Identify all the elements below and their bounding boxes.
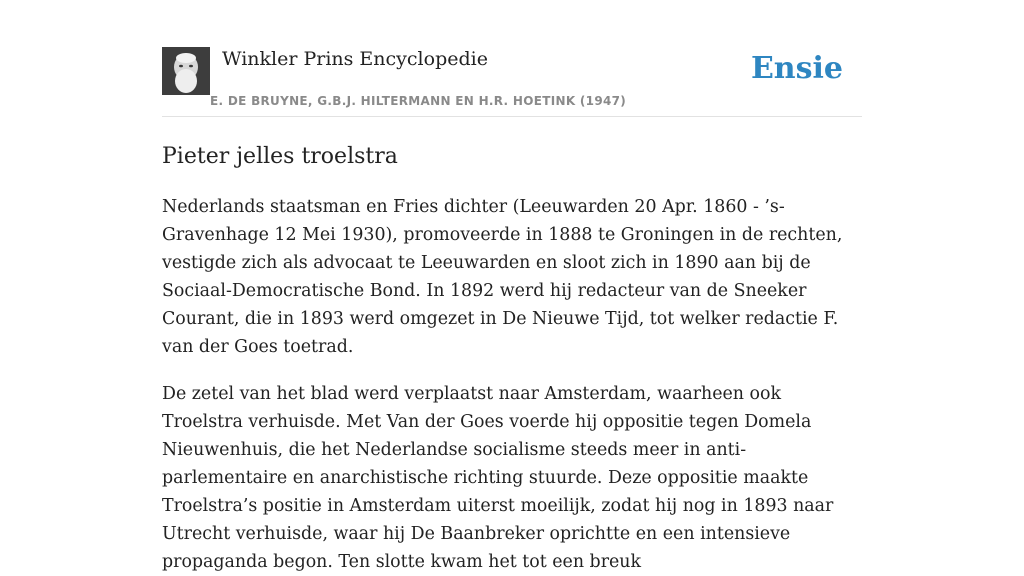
portrait-image bbox=[162, 47, 210, 95]
avatar[interactable] bbox=[162, 47, 210, 95]
article-title: Pieter jelles troelstra bbox=[162, 144, 398, 169]
site-title[interactable]: Winkler Prins Encyclopedie bbox=[222, 48, 488, 70]
site-header bbox=[162, 0, 862, 117]
article-paragraph: Nederlands staatsman en Fries dichter (Leeuwarden 20 Apr. 1860 - ’s-Gravenhage 12 Mei 1930), promoveerde in 1888 te Groningen in de rechten, vestigde zich als advocaat te Leeuwarden en sloot zich in 1890 aan bij de Sociaal-Democratische Bond. In 1892 werd hij redacteur van de Sneeker Courant, die in 1893 werd omgezet in De Nieuwe Tijd, tot welker redactie F. van der Goes toetrad. bbox=[162, 197, 843, 357]
authors-credit: E. DE BRUYNE, G.B.J. HILTERMANN EN H.R. HOETINK (1947) bbox=[210, 94, 627, 108]
article-paragraph: De zetel van het blad werd verplaatst naar Amsterdam, waarheen ook Troelstra verhuisde. Met Van der Goes voerde hij oppositie tegen Domela Nieuwenhuis, die het Nederlandse socialisme steeds meer in anti-parlementaire en anarchistische richting stuurde. Deze oppositie maakte Troelstra’s positie in Amsterdam uiterst moeilijk, zodat hij nog in 1893 naar Utrecht verhuisde, waar hij De Baanbreker oprichtte en een intensieve propaganda begon. Ten slotte kwam het tot een breuk bbox=[162, 384, 834, 572]
page bbox=[162, 0, 862, 576]
brand-logo[interactable]: Ensie bbox=[750, 51, 843, 86]
